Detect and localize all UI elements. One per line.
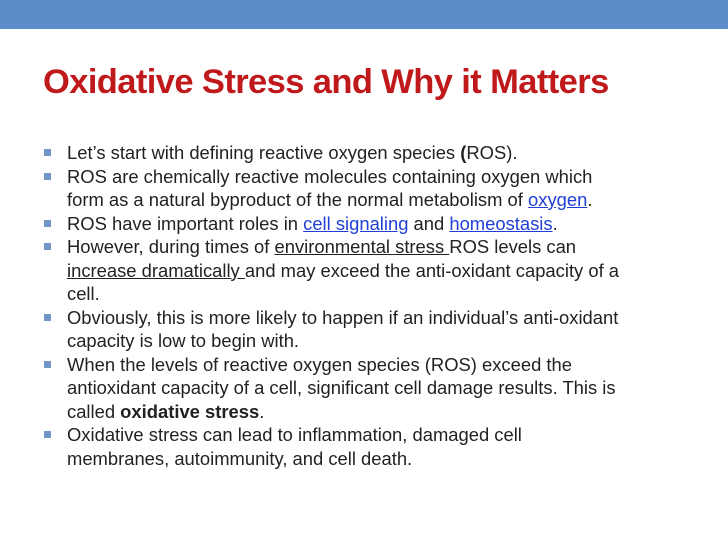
bullet-line: capacity is low to begin with. [67, 330, 300, 351]
bullet-text: called [67, 400, 121, 422]
bullet-line: membranes, autoimmunity, and cell death. [67, 447, 413, 469]
bullet-item-oxidative-stress-definition [41, 353, 701, 424]
bullet-list [41, 141, 701, 470]
bullet-text: and [408, 212, 450, 234]
bullet-text: However, during times of [67, 236, 275, 257]
bullet-line: Oxidative stress can lead to inflammation, damaged cell [67, 424, 522, 445]
bullet-line: antioxidant capacity of a cell, significant cell damage results. This is [67, 377, 616, 398]
bullet-line [67, 188, 701, 212]
square-bullet-icon [44, 314, 51, 321]
square-bullet-icon [44, 361, 51, 368]
bullet-line: ROS are chemically reactive molecules containing oxygen which [67, 165, 593, 187]
top-accent-bar [0, 0, 728, 29]
bullet-line [67, 212, 701, 236]
square-bullet-icon [44, 149, 51, 156]
bullet-line [67, 400, 701, 424]
bullet-text: form as a natural byproduct of the normal metabolism of [67, 189, 529, 210]
square-bullet-icon [44, 173, 51, 180]
bullet-text: . [587, 189, 593, 210]
bullet-item-environmental-stress [41, 235, 701, 306]
bullet-item-ros-definition [41, 141, 701, 165]
bullet-item-ros-molecules [41, 165, 701, 212]
link-cell-signaling[interactable]: cell signaling [303, 212, 409, 234]
link-homeostasis[interactable]: homeostasis [449, 212, 553, 234]
bullet-line: cell. [67, 283, 100, 304]
bullet-text: ROS levels can [449, 236, 577, 257]
bullet-line: Obviously, this is more likely to happen if an individual’s anti-oxidant [67, 306, 619, 328]
bullet-text: . [552, 212, 558, 234]
underlined-increase-dramatically: increase dramatically [67, 259, 245, 281]
bullet-text: . [259, 400, 265, 422]
link-oxygen[interactable]: oxygen [528, 189, 588, 210]
slide-title: Oxidative Stress and Why it Matters [43, 63, 609, 101]
bold-oxidative-stress: oxidative stress [120, 400, 260, 422]
bullet-item-low-capacity [41, 306, 701, 353]
bullet-line: When the levels of reactive oxygen species (ROS) exceed the [67, 353, 572, 375]
bullet-item-ros-roles [41, 212, 701, 236]
bullet-text: ROS). [466, 142, 518, 163]
square-bullet-icon [44, 220, 51, 227]
square-bullet-icon [44, 243, 51, 250]
bold-paren: ( [460, 142, 467, 163]
underlined-environmental-stress: environmental stress [274, 236, 450, 257]
bullet-line [67, 141, 701, 165]
bullet-text: ROS have important roles in [67, 212, 304, 234]
bullet-item-consequences [41, 423, 701, 470]
square-bullet-icon [44, 431, 51, 438]
bullet-text: and may exceed the anti-oxidant capacity of a [244, 259, 620, 281]
bullet-line [67, 235, 701, 259]
bullet-text: Let’s start with defining reactive oxygen species [67, 142, 461, 163]
bullet-line [67, 259, 701, 283]
